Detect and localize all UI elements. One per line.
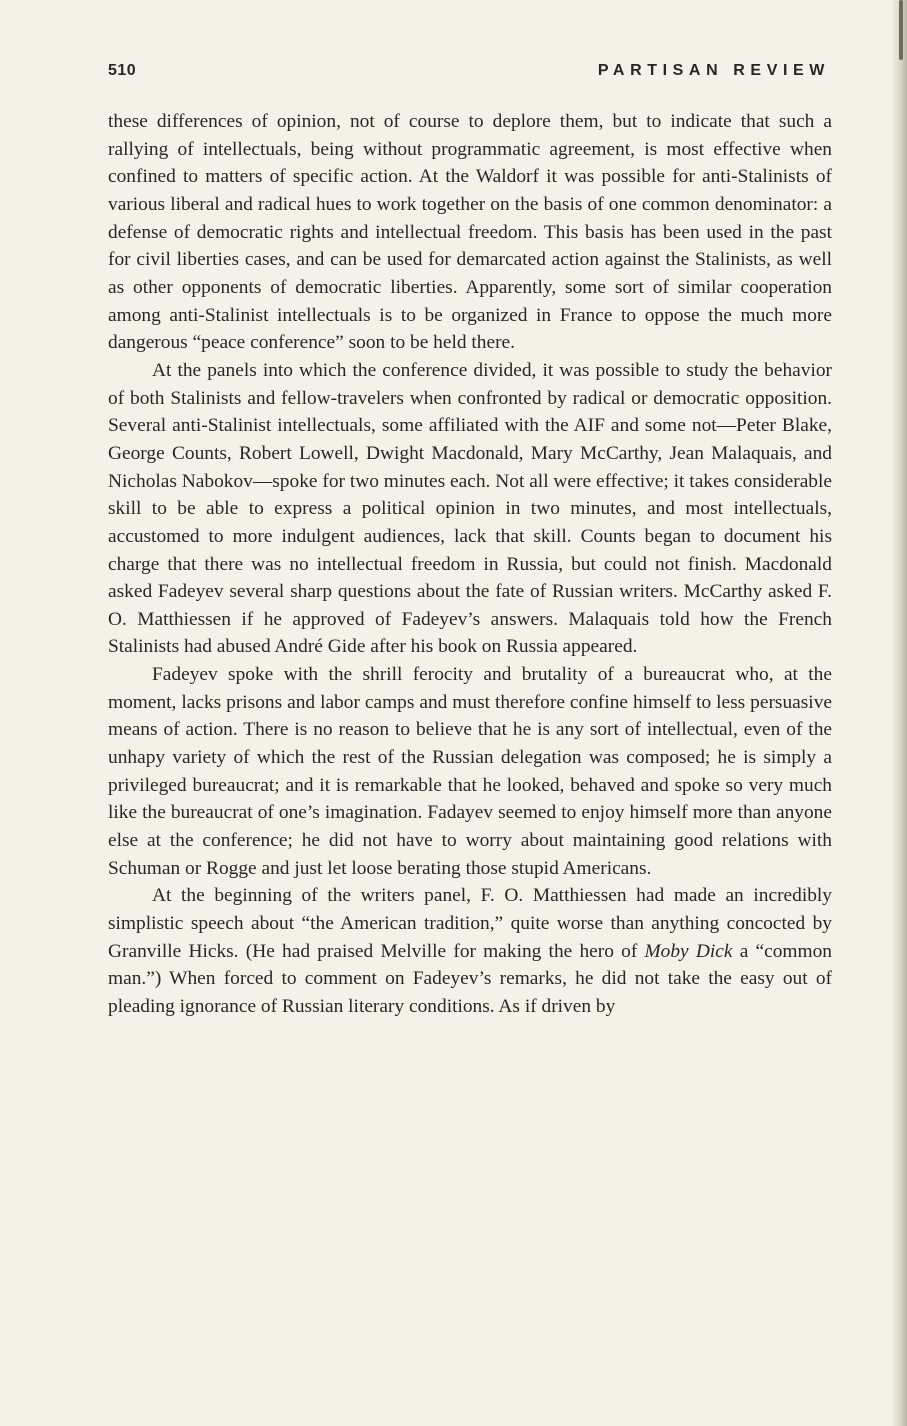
paragraph-2: At the panels into which the conference divided, it was possible to study the behavior of both Stalinists and fellow-travelers when confronted by radical or democratic opposition. Several anti-Stalinist intellectuals, some affiliated with the AIF and some not—Peter Blake, George Counts, Robert Lowell, Dwight Macdonald, Mary McCarthy, Jean Malaquais, and Nicholas Nabokov—spoke for two minutes each. Not all were effective; it takes considerable skill to be able to express a political opinion in two minutes, and most intellectuals, accustomed to more indulgent audiences, lack that skill. Counts began to document his charge that there was no intellectual freedom in Russia, but could not finish. Macdonald asked Fadeyev several sharp questions about the fate of Russian writers. McCarthy asked F. O. Matthiessen if he approved of Fadeyev’s answers. Malaquais told how the French Stalinists had abused André Gide after his book on Russia appeared. — [108, 359, 832, 658]
page-header — [108, 60, 830, 86]
paragraph-4-text-before: At the beginning of the writers panel, F. O. Matthiessen had made an incredibly simplistic speech about “the American tradition,” quite worse than anything concocted by Granville Hicks. (He had praised Melville for making the hero of — [108, 885, 832, 962]
paragraph-4-text-after: a “common man.”) When forced to comment on Fadeyev’s remarks, he did not take the easy out of pleading ignorance of Russian literary conditions. As if driven by — [108, 940, 832, 1017]
paragraph-1: these differences of opinion, not of course to deplore them, but to indicate that such a rallying of intellectuals, being without programmatic agreement, is most effective when confined to matters of specific action. At the Waldorf it was possible for anti-Stalinists of various liberal and radical hues to work together on the basis of one common denominator: a defense of democratic rights and intellectual freedom. This basis has been used in the past for civil liberties cases, and can be used for demarcated action against the Stalinists, as well as other opponents of democratic liberties. Apparently, some sort of similar cooperation among anti-Stalinist intellectuals is to be organized in France to oppose the much more dangerous “peace conference” soon to be held there. — [108, 111, 832, 354]
paragraph-4 — [108, 882, 832, 1020]
running-head: PARTISAN REVIEW — [597, 62, 830, 79]
book-title-moby-dick: Moby Dick — [644, 940, 733, 962]
binding-mark — [899, 0, 903, 60]
page-number: 510 — [108, 62, 137, 79]
page-edge — [893, 0, 907, 1426]
paragraph-3: Fadeyev spoke with the shrill ferocity and brutality of a bureaucrat who, at the moment, lacks prisons and labor camps and must therefore confine himself to less persuasive means of action. There is no reason to believe that he is any sort of intellectual, even of the unhapy variety of which the rest of the Russian delegation was composed; he is simply a privileged bureaucrat; and it is remarkable that he looked, behaved and spoke so very much like the bureaucrat of one’s imagination. Fadayev seemed to enjoy himself more than anyone else at the conference; he did not have to worry about maintaining good relations with Schuman or Rogge and just let loose berating those stupid Americans. — [108, 664, 832, 879]
body-text — [108, 108, 832, 1021]
